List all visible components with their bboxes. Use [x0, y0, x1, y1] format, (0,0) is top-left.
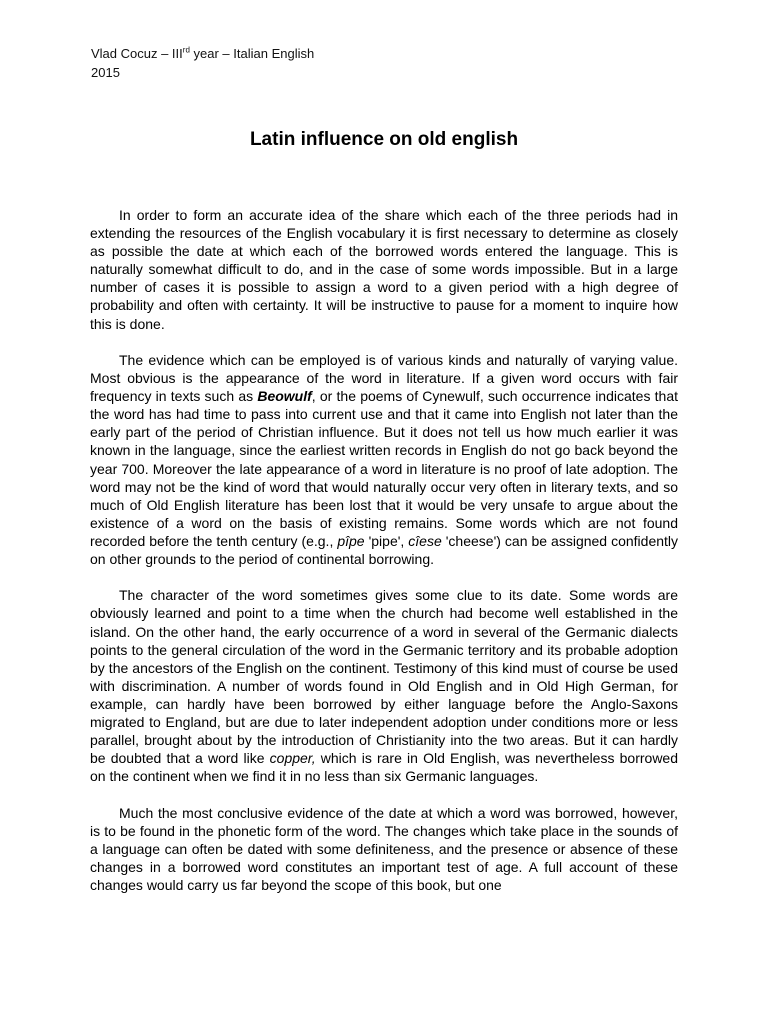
paragraph-2-text-3: 'pipe',	[364, 532, 409, 549]
word-copper-italic: copper,	[269, 750, 316, 767]
author-line-end: year – Italian English	[189, 46, 315, 61]
paragraph-3-text-1: The character of the word sometimes gives some clue to its date. Some words are obviously learned and point to a time when the church had become well established in the island. On the other hand, the early occurrence of a word in several of the Germanic dialects points to the general circulation of the word in the Germanic territory and its probable adoption by the ancestors of the English on the continent. Testimony of this kind must of course be used with discrimination. A number of words found in Old English and in Old High German, for example, can hardly have been borrowed by either language before the Anglo-Saxons migrated to England, but are due to later independent adoption under conditions more or less parallel, brought about by the introduction of Christianity into the two areas. But it can hardly be doubted that a word like	[90, 587, 678, 767]
paragraph-2-text-4: 'cheese') can be assigned confidently on other grounds to the period of continental borrowing.	[90, 532, 679, 567]
paragraph-3	[90, 586, 678, 785]
paragraph-1: In order to form an accurate idea of the share which each of the three periods had in extending the resources of the English vocabulary it is first necessary to determine as closely as possible the date at which each of the borrowed words entered the language. This is naturally somewhat difficult to do, and in the case of some words impossible. But in a large number of cases it is possible to assign a word to a given period with a high degree of probability and often with certainty. It will be instructive to pause for a moment to inquire how this is done.	[90, 207, 678, 332]
header-year: 2015	[91, 65, 120, 80]
paragraph-3-text-2: which is rare in Old English, was nevertheless borrowed on the continent when we find it in no less than six Germanic languages.	[90, 750, 678, 785]
author-line-start: Vlad Cocuz – III	[91, 46, 183, 61]
author-line-superscript: rd	[182, 45, 190, 55]
document-header	[91, 44, 314, 82]
beowulf-emphasis: Beowulf	[257, 388, 312, 405]
author-line	[91, 44, 314, 63]
document-body	[90, 206, 678, 912]
paragraph-2-text-1: The evidence which can be employed is of various kinds and naturally of varying value. Most obvious is the appearance of the word in literature. If a given word occurs with fair frequency in texts such as	[90, 351, 678, 405]
word-pipe-italic: pîpe	[337, 532, 365, 549]
paragraph-4: Much the most conclusive evidence of the date at which a word was borrowed, however, is to be found in the phonetic form of the word. The changes which take place in the sounds of a language can often be dated with some definiteness, and the presence or absence of these changes in a borrowed word constitutes an important test of age. A full account of these changes would carry us far beyond the scope of this book, but one	[90, 804, 678, 894]
paragraph-2-text-2: , or the poems of Cynewulf, such occurrence indicates that the word has had time to pass into current use and that it came into English not later than the early part of the period of Christian influence. But it does not tell us how much earlier it was known in the language, since the earliest written records in English do not go back beyond the year 700. Moreover the late appearance of a word in literature is no proof of late adoption. The word may not be the kind of word that would naturally occur very often in literary texts, and so much of Old English literature has been lost that it would be very unsafe to argue about the existence of a word on the basis of existing remains. Some words which are not found recorded before the tenth century (e.g.,	[90, 388, 678, 549]
word-cese-italic: cîese	[408, 532, 442, 549]
document-title: Latin influence on old english	[249, 129, 519, 150]
paragraph-2	[90, 351, 678, 568]
